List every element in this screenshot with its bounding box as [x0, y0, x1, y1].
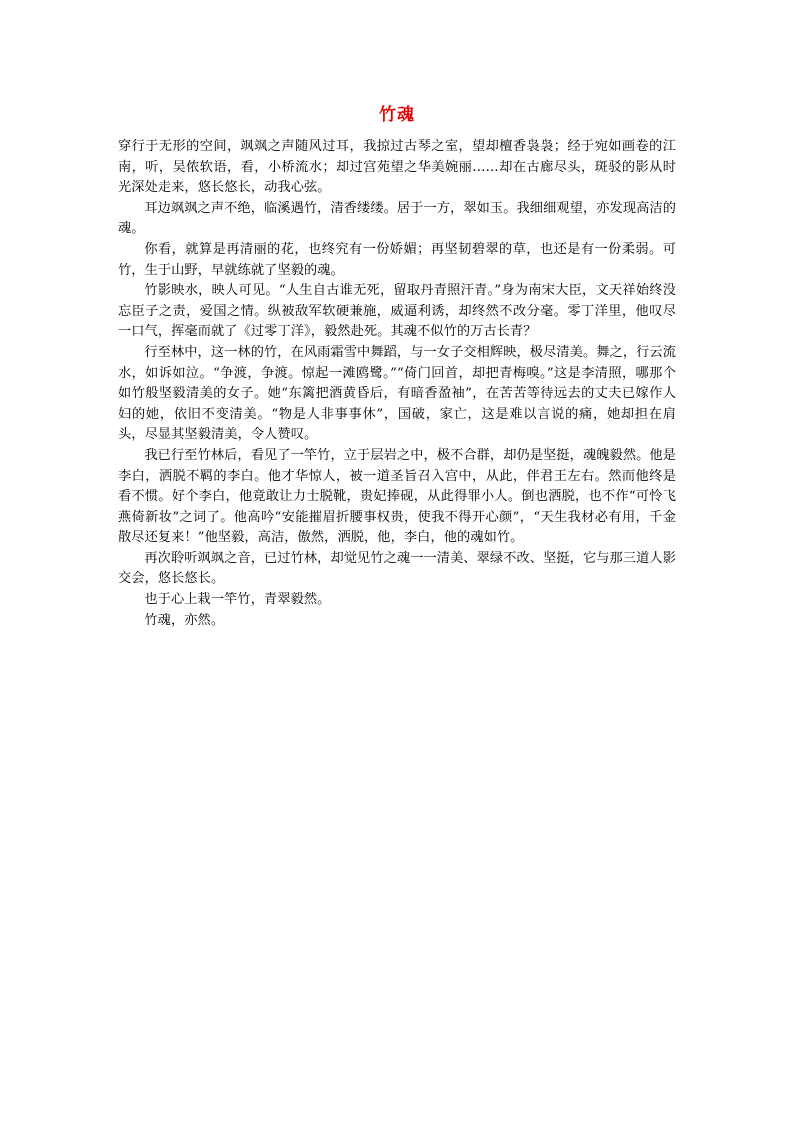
paragraph-9: 竹魂，亦然。 [144, 612, 225, 628]
document-body [118, 137, 676, 631]
paragraph-8: 也于心上栽一竿竹，青翠毅然。 [144, 592, 331, 608]
paragraph-4: 竹影映水，映人可见。“人生自古谁无死，留取丹青照汗青。”身为南宋大臣，文天祥始终没忘臣子之责，爱国之情。纵被敌军软硬兼施，威逼利诱，却终然不改分毫。零丁洋里，他叹尽一口气，挥毫而就了《过零丁洋》，毅然赴死。其魂不似竹的万古长青？ [118, 283, 676, 340]
paragraph-5: 行至林中，这一林的竹，在风雨霜雪中舞蹈，与一女子交相辉映，极尽清美。舞之，行云流水，如诉如泣。“争渡，争渡。惊起一滩鸥鹭。”“倚门回首，却把青梅嗅。”这是李清照，哪那个如竹般坚毅清美的女子。她“东篱把酒黄昏后，有暗香盈袖”，在苦苦等待远去的丈夫已嫁作人妇的她，依旧不变清美。“物是人非事事休”，国破，家亡，这是难以言说的痛，她却担在肩头，尽显其坚毅清美，令人赞叹。 [118, 344, 676, 443]
paragraph-3: 你看，就算是再清丽的花，也终究有一份娇媚；再坚韧碧翠的草，也还是有一份柔弱。可竹，生于山野，早就练就了坚毅的魂。 [118, 241, 676, 278]
paragraph-1: 穿行于无形的空间，飒飒之声随风过耳，我掠过古琴之室，望却檀香袅袅；经于宛如画卷的江南，听，吴侬软语，看，小桥流水；却过宫苑望之华美婉丽……却在古廊尽头，斑驳的影从时光深处走来，悠长悠长，动我心弦。 [118, 139, 676, 196]
document-title: 竹魂 [379, 105, 415, 125]
paragraph-7: 再次聆听飒飒之音，已过竹林，却觉见竹之魂一一清美、翠绿不改、坚挺，它与那三道人影交会，悠长悠长。 [118, 550, 676, 587]
paragraph-6: 我已行至竹林后，看见了一竿竹，立于层岩之中，极不合群，却仍是坚挺，魂魄毅然。他是李白，洒脱不羁的李白。他才华惊人，被一道圣旨召入宫中，从此，伴君王左右。然而他终是看不惯。好个李白，他竟敢让力士脱靴，贵妃捧砚，从此得罪小人。倒也洒脱，也不作“可怜飞燕倚新妆”之词了。他高吟“安能摧眉折腰事权贵，使我不得开心颜”，“天生我材必有用，千金散尽还复来！”他坚毅，高洁，傲然，洒脱，他，李白，他的魂如竹。 [118, 447, 676, 546]
paragraph-2: 耳边飒飒之声不绝，临溪遇竹，清香缕缕。居于一方，翠如玉。我细细观望，亦发现高洁的魂。 [118, 200, 676, 237]
